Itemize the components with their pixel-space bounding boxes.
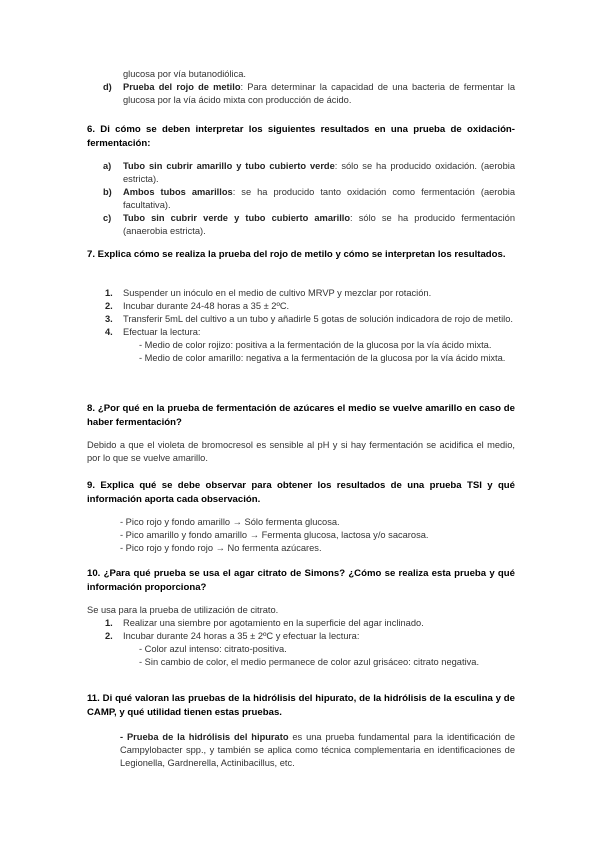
hippurate-term: - Prueba de la hidrólisis del hipurato (120, 732, 289, 742)
question-7-heading: 7. Explica cómo se realiza la prueba del rojo de metilo y cómo se interpretan los resultados. (87, 249, 506, 260)
reading-positive: - Medio de color rojizo: positiva a la fermentación de la glucosa por la vía ácido mixta. (139, 340, 492, 350)
list-continuation (87, 68, 515, 107)
step-3: 3. Transferir 5mL del cultivo a un tubo y añadirle 5 gotas de solución indicadora de rojo de metilo. (105, 314, 514, 324)
step-2: 2. Incubar durante 24-48 horas a 35 ± 2ºC. (105, 301, 290, 311)
question-9-answers (87, 516, 515, 555)
reading-negative: - Medio de color amarillo: negativa a la fermentación de la glucosa por la vía ácido mixta. (139, 353, 506, 363)
step-4: 4. Efectuar la lectura: (105, 327, 201, 337)
question-11-answer: - Prueba de la hidrólisis del hipurato es una prueba fundamental para la identificación de Campylobacter spp., y también se aplica como técnica complementaria en identificaciones de Legionella, Gardnerella, Actinibacillus, etc. (120, 732, 515, 768)
tsi-result-2: - Pico amarillo y fondo amarillo → Fermenta glucosa, lactosa y/o sacarosa. (120, 530, 429, 540)
question-10-heading: 10. ¿Para qué prueba se usa el agar citrato de Simons? ¿Cómo se realiza esta prueba y qué información proporciona? (87, 568, 515, 593)
question-6-answers (87, 160, 515, 238)
list-item-d: d) Prueba del rojo de metilo: Para determinar la capacidad de una bacteria de fermentar la glucosa por la vía ácido mixta con producción de ácido. (103, 82, 515, 105)
question-8-heading: 8. ¿Por qué en la prueba de fermentación de azúcares el medio se vuelve amarillo en caso de haber fermentación? (87, 403, 515, 428)
question-10-answer (87, 604, 515, 669)
step-2: 2. Incubar durante 24 horas a 35 ± 2ºC y efectuar la lectura: (105, 631, 360, 641)
step-1: 1. Suspender un inóculo en el medio de cultivo MRVP y mezclar por rotación. (105, 288, 432, 298)
list-item-c-continuation: glucosa por vía butanodiólica. (123, 69, 247, 79)
question-6-heading: 6. Di cómo se deben interpretar los siguientes resultados en una prueba de oxidación-fermentación: (87, 124, 515, 149)
citrate-negative: - Sin cambio de color, el medio permanece de color azul grisáceo: citrato negativa. (139, 657, 480, 667)
list-item-c: c) Tubo sin cubrir verde y tubo cubierto amarillo: sólo se ha producido fermentación (anaerobia estricta). (103, 213, 515, 236)
tsi-result-3: - Pico rojo y fondo rojo → No fermenta azúcares. (120, 543, 322, 553)
list-item-b: b) Ambos tubos amarillos: se ha producido tanto oxidación como fermentación (aerobia facultativa). (103, 187, 515, 210)
tsi-result-1: - Pico rojo y fondo amarillo → Sólo fermenta glucosa. (120, 517, 340, 527)
question-7-steps (87, 287, 515, 365)
citrate-intro: Se usa para la prueba de utilización de citrato. (87, 605, 279, 615)
question-11-heading: 11. Di qué valoran las pruebas de la hidrólisis del hipurato, de la hidrólisis de la esculina y de CAMP, y qué utilidad tienen estas pruebas. (87, 693, 515, 718)
list-item-a: a) Tubo sin cubrir amarillo y tubo cubierto verde: sólo se ha producido oxidación. (aerobia estricta). (103, 161, 516, 184)
citrate-positive: - Color azul intenso: citrato-positiva. (139, 644, 287, 654)
question-8-answer: Debido a que el violeta de bromocresol es sensible al pH y si hay fermentación se acidifica el medio, por lo que se vuelve amarillo. (87, 440, 515, 463)
question-9-heading: 9. Explica qué se debe observar para obtener los resultados de una prueba TSI y qué información aporta cada observación. (87, 480, 515, 505)
step-1: 1. Realizar una siembre por agotamiento en la superficie del agar inclinado. (105, 618, 424, 628)
